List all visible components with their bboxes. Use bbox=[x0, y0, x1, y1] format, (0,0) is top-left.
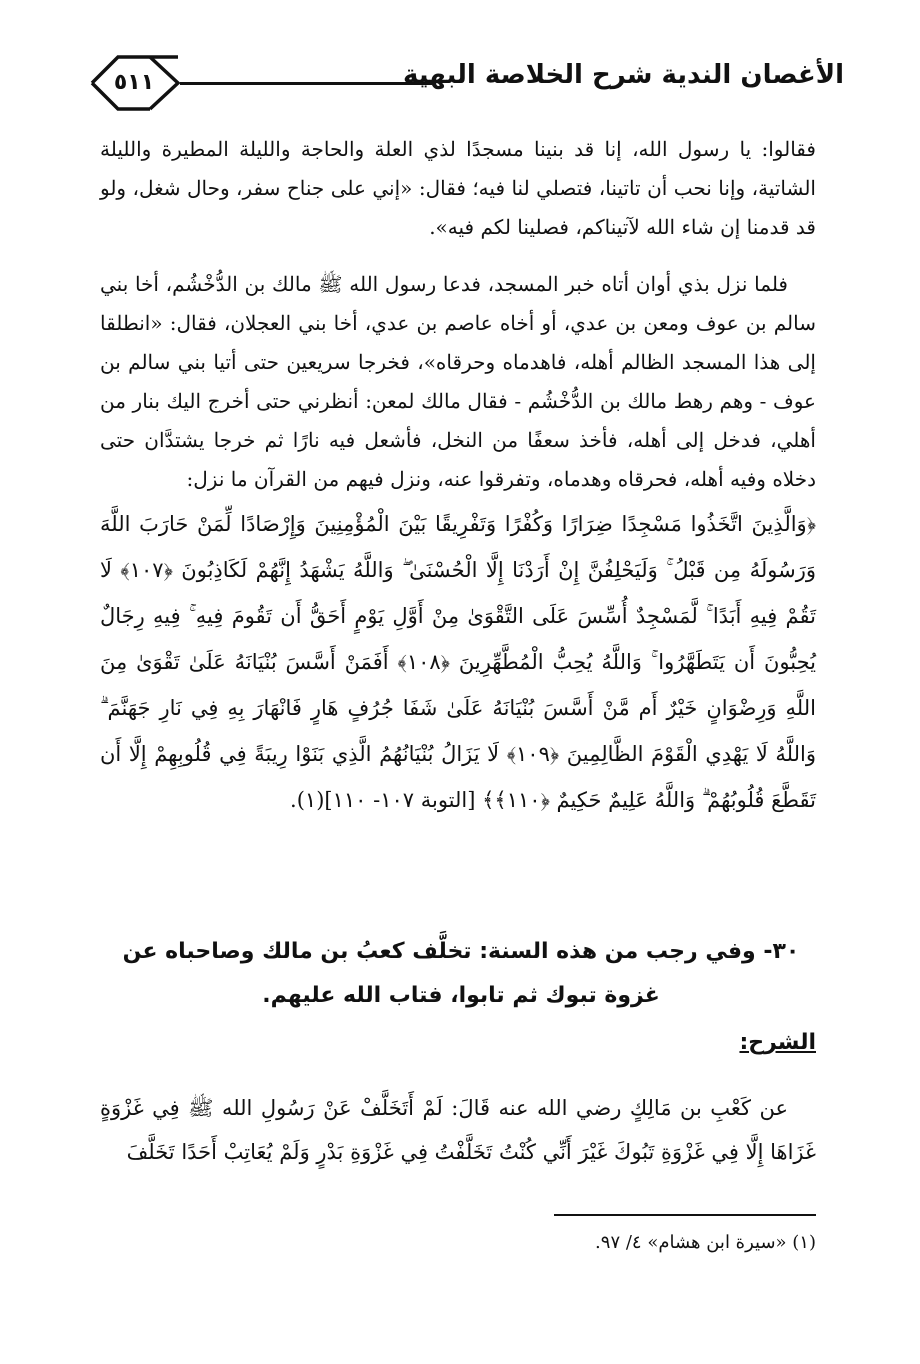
header-rule bbox=[180, 82, 432, 85]
page-number: ٥١١ bbox=[113, 70, 155, 95]
running-title: الأغصان الندية شرح الخلاصة البهية bbox=[402, 60, 844, 90]
sharh-label: الشرح: bbox=[739, 1030, 816, 1055]
quran-verse: ﴿وَالَّذِينَ اتَّخَذُوا مَسْجِدًا ضِرَارًا وَكُفْرًا وَتَفْرِيقًا بَيْنَ الْمُؤْمِنِينَ وَإِرْصَادًا لِّمَنْ حَارَبَ اللَّهَ وَرَسُولَهُ مِن قَبْلُ ۚ وَلَيَحْلِفُنَّ إِنْ أَرَدْنَا إِلَّا الْحُسْنَىٰ ۖ وَاللَّهُ يَشْهَدُ إِنَّهُمْ لَكَاذِبُونَ ﴿١٠٧﴾ لَا تَقُمْ فِيهِ أَبَدًا ۚ لَّمَسْجِدٌ أُسِّسَ عَلَى التَّقْوَىٰ مِنْ أَوَّلِ يَوْمٍ أَحَقُّ أَن تَقُومَ فِيهِ ۚ فِيهِ رِجَالٌ يُحِبُّونَ أَن يَتَطَهَّرُوا ۚ وَاللَّهُ يُحِبُّ الْمُطَّهِّرِينَ ﴿١٠٨﴾ أَفَمَنْ أَسَّسَ بُنْيَانَهُ عَلَىٰ تَقْوَىٰ مِنَ اللَّهِ وَرِضْوَانٍ خَيْرٌ أَم مَّنْ أَسَّسَ بُنْيَانَهُ عَلَىٰ شَفَا جُرُفٍ هَارٍ فَانْهَارَ بِهِ فِي نَارِ جَهَنَّمَ ۗ وَاللَّهُ لَا يَهْدِي الْقَوْمَ الظَّالِمِينَ ﴿١٠٩﴾ لَا يَزَالُ بُنْيَانُهُمُ الَّذِي بَنَوْا رِيبَةً فِي قُلُوبِهِمْ إِلَّا أَن تَقَطَّعَ قُلُوبُهُمْ ۗ وَاللَّهُ عَلِيمٌ حَكِيمٌ ﴿١١٠﴾﴾ [التوبة ١٠٧- ١١٠](١). bbox=[100, 512, 817, 812]
section-heading: ٣٠- وفي رجب من هذه السنة: تخلَّف كعبُ بن مالك وصاحباه عن غزوة تبوك ثم تابوا، فتاب الله عليهم. bbox=[122, 939, 800, 1008]
main-text bbox=[100, 130, 816, 823]
page-number-badge bbox=[88, 52, 180, 114]
paragraph-1: فقالوا: يا رسول الله، إنا قد بنينا مسجدًا لذي العلة والحاجة والليلة المطيرة والليلة الشاتية، وإنا نحب أن تاتينا، فتصلي لنا فيه؛ فقال: «إني على جناح سفر، وحال شغل، ولو قد قدمنا إن شاء الله لآتيناكم، فصلينا لكم فيه». bbox=[100, 137, 816, 239]
hadith-text: عن كَعْبِ بن مَالِكٍ رضي الله عنه قَالَ: لَمْ أَتَخَلَّفْ عَنْ رَسُولِ الله ﷺ فِي غَزْوَةٍ غَزَاهَا إِلَّا فِي غَزْوَةِ تَبُوكَ غَيْرَ أَنِّي كُنْتُ تَخَلَّفْتُ فِي غَزْوَةِ بَدْرٍ وَلَمْ يُعَاتِبْ أَحَدًا تَخَلَّفَ bbox=[100, 1096, 816, 1164]
footnote: (١) «سيرة ابن هشام» ٤/ ٩٧. bbox=[595, 1232, 816, 1253]
paragraph-2: فلما نزل بذي أوان أتاه خبر المسجد، فدعا رسول الله ﷺ مالك بن الدُّخْشُم، أخا بني سالم بن عوف ومعن بن عدي، أو أخاه عاصم بن عدي، أخا بني العجلان، فقال: «انطلقا إلى هذا المسجد الظالم أهله، فاهدماه وحرقاه»، فخرجا سريعين حتى أتيا بني سالم بن عوف - وهم رهط مالك بن الدُّخْشُم - فقال مالك لمعن: أنظرني حتى أخرج اليك بنار من أهلي، فدخل إلى أهله، فأخذ سعفًا من النخل، فأشعل فيه نارًا ثم خرجا يشتدَّان حتى دخلاه وفيه أهله، فحرقاه وهدماه، وتفرقوا عنه، ونزل فيهم من القرآن ما نزل: bbox=[100, 272, 816, 491]
footnote-divider bbox=[554, 1214, 816, 1216]
page-header bbox=[88, 48, 844, 128]
